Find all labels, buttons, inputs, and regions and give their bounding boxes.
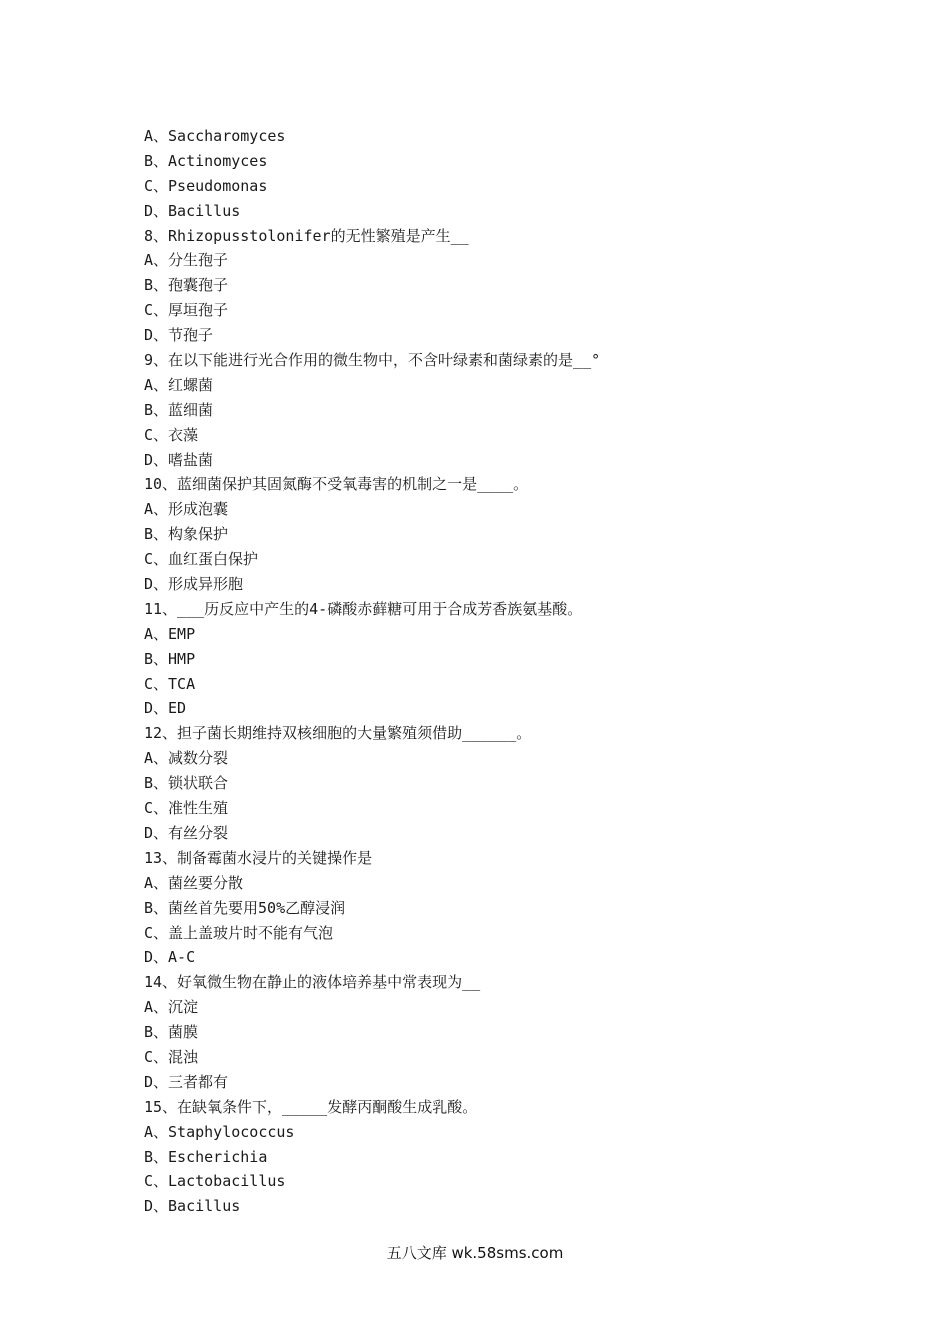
option-line: B、构象保护 bbox=[144, 525, 229, 544]
option-line: A、红螺菌 bbox=[144, 375, 214, 394]
option-line: C、Lactobacillus bbox=[144, 1172, 286, 1191]
option-line: A、形成泡囊 bbox=[144, 500, 229, 519]
option-line: C、混浊 bbox=[144, 1047, 199, 1066]
option-line: C、盖上盖玻片时不能有气泡 bbox=[144, 923, 334, 942]
question-line: 9、在以下能进行光合作用的微生物中，不含叶绿素和菌绿素的是__° bbox=[144, 351, 601, 370]
option-line: D、三者都有 bbox=[144, 1072, 229, 1091]
option-line: B、菌丝首先要用50%乙醇浸润 bbox=[144, 898, 346, 917]
question-line: 10、蓝细菌保护其固氮酶不受氧毒害的机制之一是____。 bbox=[144, 475, 529, 494]
question-line: 12、担子菌长期维持双核细胞的大量繁殖须借助______。 bbox=[144, 724, 532, 743]
question-line: 14、好氧微生物在静止的液体培养基中常表现为__ bbox=[144, 973, 481, 992]
page-footer: 五八文库 wk.58sms.com bbox=[386, 1244, 564, 1262]
option-line: B、菌膜 bbox=[144, 1023, 199, 1042]
option-line: B、HMP bbox=[144, 649, 196, 668]
option-line: B、Actinomyces bbox=[144, 151, 268, 170]
question-line: 11、___历反应中产生的4-磷酸赤藓糖可用于合成芳香族氨基酸。 bbox=[144, 599, 583, 618]
option-line: B、蓝细菌 bbox=[144, 400, 214, 419]
option-line: A、Saccharomyces bbox=[144, 127, 286, 145]
option-line: D、A-C bbox=[144, 948, 196, 967]
option-line: A、分生孢子 bbox=[144, 251, 229, 270]
option-line: D、有丝分裂 bbox=[144, 823, 229, 842]
option-line: A、菌丝要分散 bbox=[144, 873, 244, 892]
option-line: D、节孢子 bbox=[144, 326, 214, 345]
option-line: C、厚垣孢子 bbox=[144, 301, 229, 320]
question-line: 8、Rhizopusstolonifer的无性繁殖是产生__ bbox=[144, 226, 469, 245]
option-line: D、形成异形胞 bbox=[144, 575, 244, 594]
option-line: D、Bacillus bbox=[144, 201, 241, 220]
option-line: B、锁状联合 bbox=[144, 774, 229, 793]
question-line: 13、制备霉菌水浸片的关键操作是 bbox=[144, 848, 373, 867]
option-line: C、血红蛋白保护 bbox=[144, 550, 259, 569]
option-line: A、EMP bbox=[144, 624, 196, 643]
option-line: D、Bacillus bbox=[144, 1197, 241, 1216]
question-line: 15、在缺氧条件下，_____发酵丙酮酸生成乳酸。 bbox=[144, 1097, 478, 1116]
option-line: C、衣藻 bbox=[144, 425, 199, 444]
option-line: A、Staphylococcus bbox=[144, 1122, 295, 1141]
option-line: C、TCA bbox=[144, 674, 196, 693]
option-line: C、准性生殖 bbox=[144, 799, 229, 818]
question-list bbox=[144, 124, 824, 1219]
option-line: D、ED bbox=[144, 699, 187, 718]
option-line: A、沉淀 bbox=[144, 998, 199, 1017]
option-line: B、孢囊孢子 bbox=[144, 276, 229, 295]
option-line: C、Pseudomonas bbox=[144, 176, 268, 195]
option-line: D、嗜盐菌 bbox=[144, 450, 214, 469]
option-line: B、Escherichia bbox=[144, 1147, 268, 1166]
option-line: A、减数分裂 bbox=[144, 749, 229, 768]
